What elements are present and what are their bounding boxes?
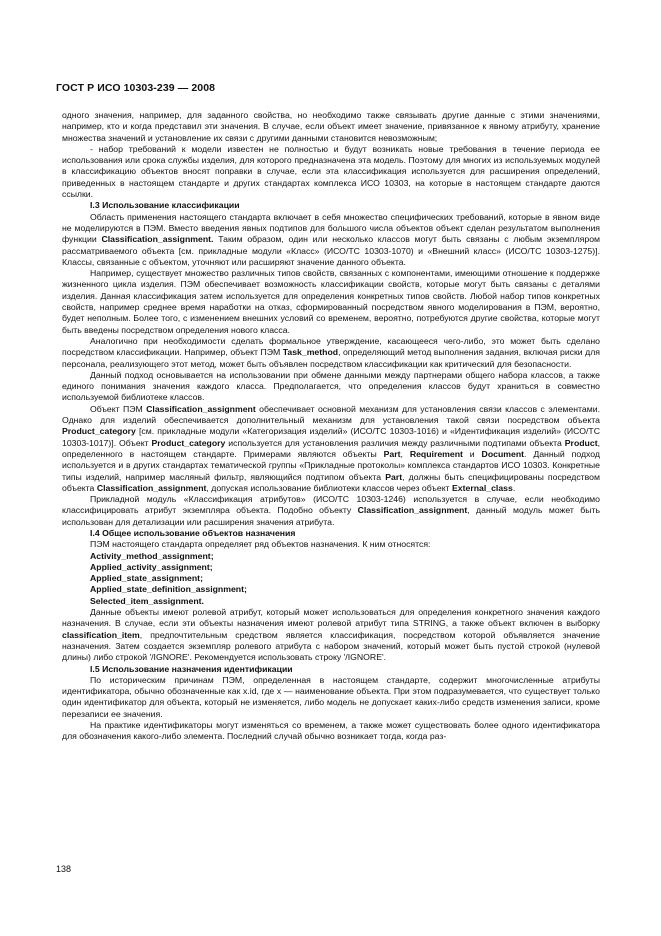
- paragraph: Аналогично при необходимости сделать формальное утверждение, касающееся чего-либо, это может быть сделано посредством классификации. Например, объект ПЭМ Task_method, определяющий метод выполнения задания, включая риски для персонала, реализующего этот метод, может быть объявлен посредством классификации как критический для безопасности.: [62, 335, 600, 369]
- paragraph: Данные объекты имеют ролевой атрибут, который может использоваться для определения конкретного значения каждого назначения. В случае, если эти объекты назначения имеют ролевой атрибут типа STRING, а также объект включен в выборку classification_item, предпочтительным средством является классификация, посредством которой объявляется значение назначения. Затем создается экземпляр ролевого атрибута с набором значений, который может быть пустой строкой (нулевой длины) либо строкой '/IGNORE'. Рекомендуется использовать строку '/IGNORE'.: [62, 607, 600, 663]
- section-heading: I.4 Общее использование объектов назначения: [90, 527, 296, 538]
- paragraph: Прикладной модуль «Классификация атрибутов» (ИСО/ТС 10303-1246) используется в случае, если необходимо классифицировать атрибут экземпляра объекта. Подобно объекту Classification_assignment, данный модуль может быть использован для детализации или расширения значения атрибута.: [62, 494, 600, 527]
- paragraph: Объект ПЭМ Classification_assignment обеспечивает основной механизм для установления связи классов с элементами. Однако для изделий обеспечивается дополнительный механизм для установления такой связи посредством объекта Product_category [см. прикладные модули «Категоризация изделий» (ИСО/ТС 10303-1016) и «Идентификация изделий» (ИСО/ТС 10303-1017)]. Объект Product_category используется для установления различия между различными подтипами объекта Product, определенного в настоящем стандарте. Примерами являются объекты Part, Requirement и Document. Данный подход используется и в других стандартах тематической группы «Прикладные протоколы» комплекса стандартов ИСО 10303. Конкретные типы изделий, например масляный фильтр, являющийся подтипом объекта Part, должны быть специфицированы посредством объекта Classification_assignment, допуская использование библиотеки классов через объект External_class.: [62, 403, 601, 493]
- paragraph: Данный подход основывается на использовании при обмене данными между партнерами общего набора классов, а также единого понимания значения каждого класса. Предполагается, что определения классов будут храниться в совместно используемой библиотеке классов.: [62, 369, 600, 403]
- paragraph: Область применения настоящего стандарта включает в себя множество специфических требований, которые в явном виде не моделируются в ПЭМ. Вместо введения явных подтипов для большого числа объектов объект сделан результатом выполнения функции Classification_assignment. Таким образом, один или несколько классов могут быть связаны с любым экземпляром рассматриваемого объекта [см. прикладные модули «Класс» (ИСО/ТС 10303-1070) и «Внешний класс» (ИСО/ТС 10303-1275)]. Классы, связанные с объектом, уточняют или расширяют значение данного объекта.: [62, 211, 601, 267]
- paragraph: одного значения, например, для заданного свойства, но необходимо также связывать другие данные с этими значениями, например, кто и когда представил эти значения. В случае, если объект имеет значение, привязанное к явному атрибуту, хранение множества значений и установление их связи с другими данными становится невозможным;: [62, 110, 600, 143]
- list-item: Applied_state_definition_assignment;: [90, 584, 247, 595]
- section-heading: I.5 Использование назначения идентификации: [90, 663, 293, 674]
- paragraph: Например, существует множество различных типов свойств, связанных с компонентами, имеющими отношение к поддержке жизненного цикла изделия. ПЭМ обеспечивает возможность классификации свойств, которые могут быть связаны с деталями изделия. Данная классификация затем используется для определения конкретных типов свойств. Любой набор типов конкретных свойств, например среднее время наработки на отказ, сформированный посредством явного моделирования в ПЭМ, вероятно, будет неполным. Более того, с изменением внешних условий со временем, вероятно, потребуются другие свойства, которые могут быть введены посредством определения нового класса.: [62, 268, 600, 335]
- document-body: [62, 110, 600, 743]
- list-item: Applied_state_assignment;: [90, 573, 203, 584]
- list-item: Applied_activity_assignment;: [90, 561, 213, 572]
- paragraph: ПЭМ настоящего стандарта определяет ряд объектов назначения. К ним относятся:: [90, 539, 431, 550]
- list-item: Activity_method_assignment;: [90, 550, 214, 561]
- page-number: 138: [56, 864, 72, 874]
- list-item: Selected_item_assignment.: [90, 595, 204, 606]
- paragraph: По историческим причинам ПЭМ, определенная в настоящем стандарте, содержит многочисленные атрибуты идентификатора, обычно обозначенные как x.id, где x — наименование объекта. При этом подразумевается, что существует только один идентификатор для объекта, который не изменяется, либо модель не допускает каких-либо средств изменения записи, кроме перезаписи ее значения.: [62, 674, 600, 719]
- paragraph: - набор требований к модели известен не полностью и будут возникать новые требования в течение периода ее использования или срока службы изделия, для которого предназначена эта модель. Поэтому для многих из используемых модулей в классификацию объектов вносят поправки в случае, если эта классификация используется для расширения определений, приведенных в настоящем стандарте и других стандартах комплекса ИСО 10303, на которые в настоящем стандарте даются ссылки.: [62, 143, 600, 200]
- section-heading: I.3 Использование классификации: [90, 200, 240, 211]
- page-header: ГОСТ Р ИСО 10303-239 — 2008: [56, 82, 216, 94]
- paragraph: На практике идентификаторы могут изменяться со временем, а также может существовать более одного идентификатора для обозначения какого-либо элемента. Последний случай обычно возникает тогда, когда раз-: [62, 720, 600, 742]
